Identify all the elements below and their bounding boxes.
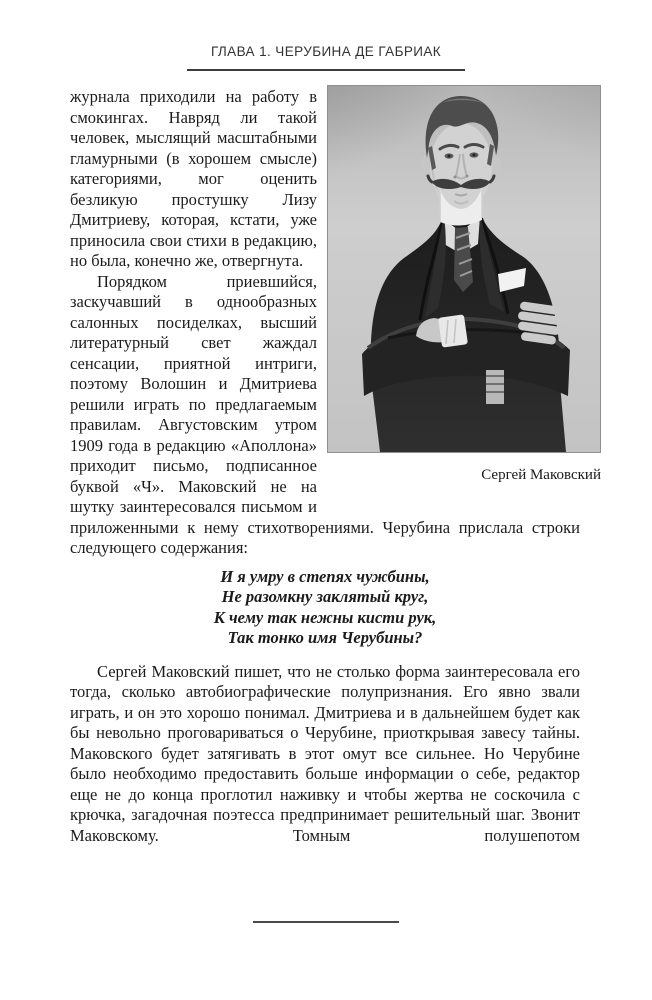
portrait-illustration	[328, 86, 600, 452]
paragraph: Порядком приевшийся, заскучавший в однообразных салонных посиделках, высший литературный свет жаждал сенсации, приятной интриги, поэтому Волошин и Дмитриева решили играть по предлагаемым правилам. Августовским утром 1909 года в редакцию «Аполлона» приходит письмо, подписанное буквой «Ч». Маковский не на шутку заинтересовался письмом и приложенными к нему стихотворениями. Черубина прислала строки следующего содержания:	[70, 271, 580, 557]
page-content	[70, 87, 601, 846]
poem-line: К чему так нежны кисти рук,	[213, 607, 437, 627]
portrait-photo	[327, 85, 601, 453]
photo-caption: Сергей Маковский	[481, 467, 601, 483]
paragraph: журнала приходили на работу в смокингах. Навряд ли такой человек, мыслящий масштабными гламурными (в хорошем смысле) категориями, мог оценить безликую простушку Лизу Дмитриеву, которая, кстати, уже приносила свои стихи в редакцию, но была, конечно же, отвергнута.	[70, 87, 317, 270]
chapter-title-rule	[187, 69, 465, 71]
poem-line: Так тонко имя Черубины?	[227, 628, 423, 647]
chapter-title: ГЛАВА 1. ЧЕРУБИНА ДЕ ГАБРИАК	[210, 44, 442, 59]
paragraph: Сергей Маковский пишет, что не столько форма заинтересовала его тогда, сколько автобиографические полупризнания. Его явно звали играть, и он это хорошо понимал. Дмитриева и в дальнейшем будет как бы невольно проговариваться о Черубине, приоткрывая завесу тайны. Маковского будет затягивать в этот омут все сильнее. Но Черубине было необходимо предоставить больше информации о себе, редактор еще не до конца проглотил наживку и чтобы жертва не соскочила с крючка, загадочная поэтесса предпринимает решительный шаг. Звонит Маковскому. Томным полушепотом	[70, 661, 580, 845]
poem-line: Не разомкну заклятый круг,	[221, 587, 429, 606]
running-head	[0, 0, 652, 71]
poem-line: И я умру в степях чужбины,	[220, 566, 430, 586]
poem	[70, 567, 580, 649]
portrait-figure	[327, 85, 601, 485]
footer-ornament-rule	[253, 921, 399, 923]
